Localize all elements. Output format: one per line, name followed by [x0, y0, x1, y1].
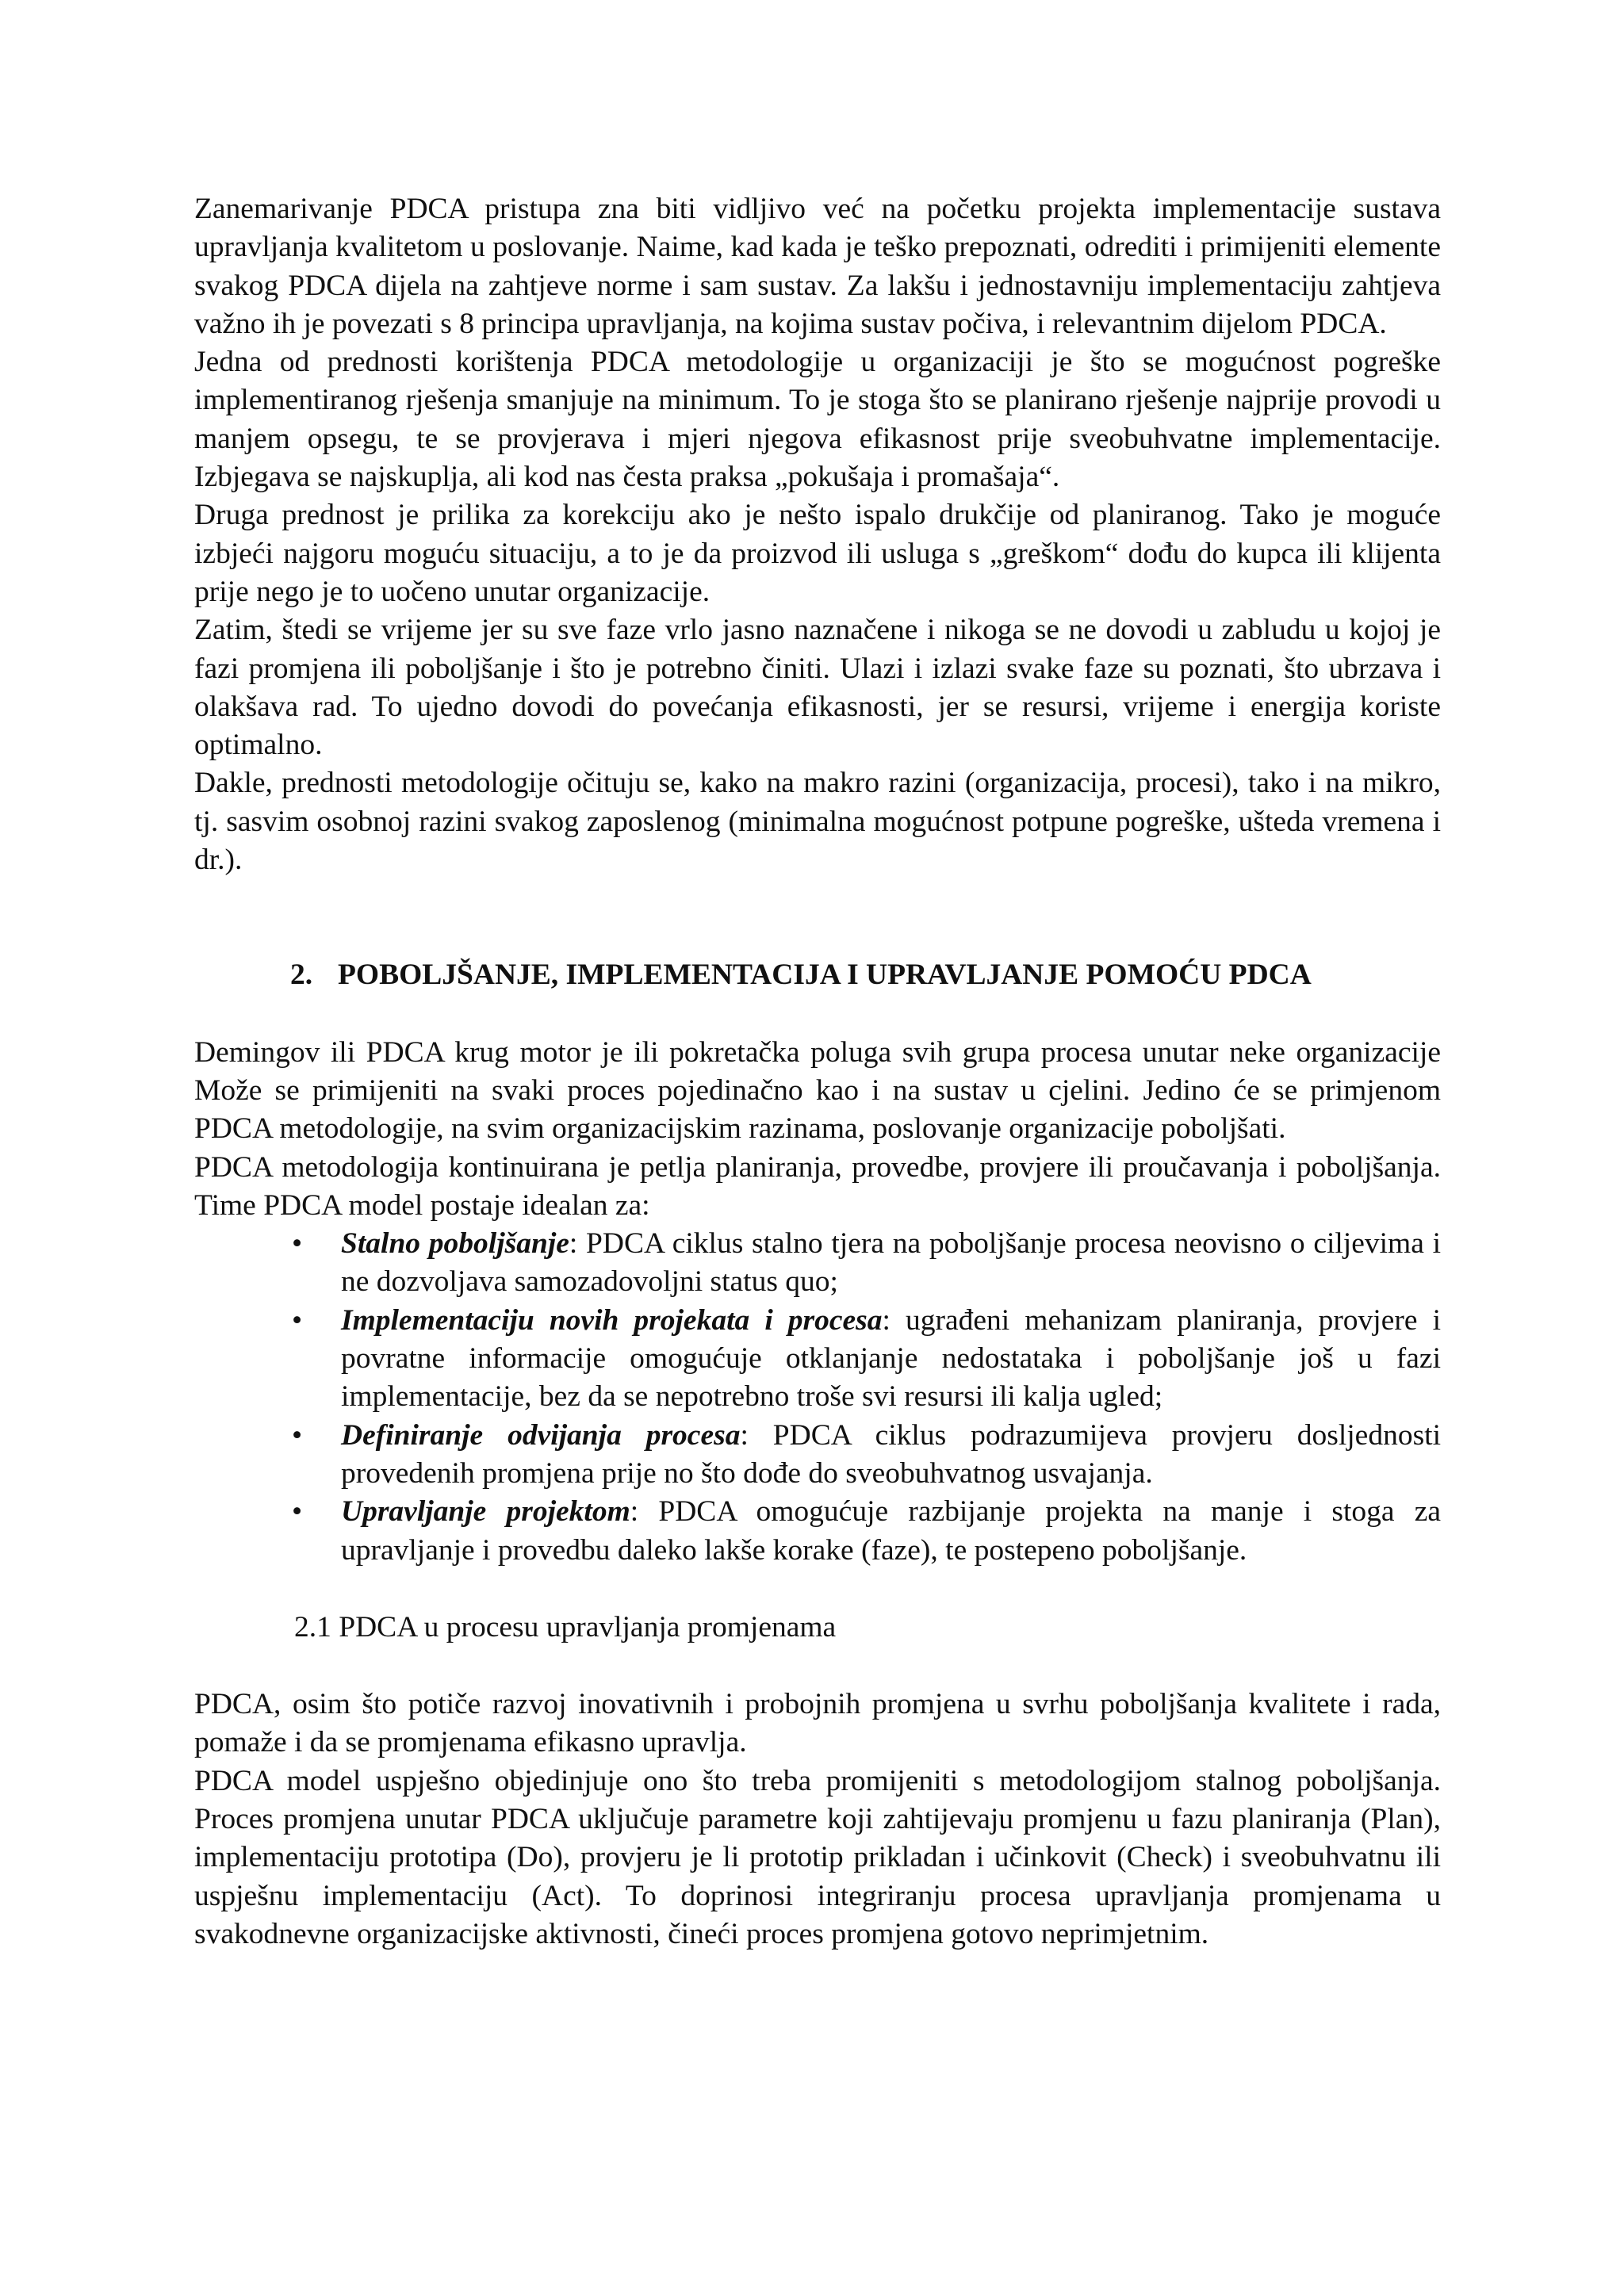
- bullet-text: : ugrađeni mehanizam planiranja, provjere i povratne informacije omogućuje otklanjanje nedostataka i poboljšanje još u fazi implementacije, bez da se nepotrebno troše svi resursi ili kalja ugled;: [341, 1303, 1441, 1414]
- list-item: [194, 1493, 1441, 1570]
- subsection-heading: 2.1 PDCA u procesu upravljanja promjenama: [294, 1610, 837, 1644]
- list-item: [194, 1225, 1441, 1302]
- section-paragraph-2: PDCA metodologija kontinuirana je petlja planiranja, provedbe, provjere ili proučavanja i poboljšanja. Time PDCA model postaje idealan za:: [194, 1150, 1441, 1222]
- spacer: [194, 1570, 1441, 1609]
- subsection-paragraph-1: PDCA, osim što potiče razvoj inovativnih i probojnih promjena u svrhu poboljšanja kvalitete i rada, pomaže i da se promjenama efikasno upravlja.: [194, 1688, 1441, 1759]
- bullet-list: [194, 1225, 1441, 1570]
- bullet-term: Implementaciju novih projekata i procesa: [341, 1303, 883, 1337]
- bullet-term: Definiranje odvijanja procesa: [341, 1418, 741, 1452]
- bullet-text: : PDCA omogućuje razbijanje projekta na manje i stoga za upravljanje i provedbu daleko lakše korake (faze), te postepeno poboljšanje.: [341, 1495, 1441, 1567]
- spacer: [194, 1647, 1441, 1686]
- spacer: [194, 879, 1441, 956]
- subsection-paragraph-2: PDCA model uspješno objedinjuje ono što treba promijeniti s metodologijom stalnog poboljšanja. Proces promjena unutar PDCA uključuje parametre koji zahtijevaju promjenu u fazu planiranja (Plan), implementaciju prototipa (Do), provjeru je li prototip prikladan i učinkovit (Check) i sveobuhvatnu ili uspješnu implementaciju (Act). To doprinosi integriranju procesa upravljanja promjenama u svakodnevne organizacijske aktivnosti, čineći proces promjena gotovo neprimjetnim.: [194, 1764, 1441, 1950]
- section-heading: [194, 956, 1441, 994]
- spacer: [194, 995, 1441, 1034]
- bullet-symbol: •: [292, 1495, 303, 1529]
- section-number: 2.: [290, 959, 313, 992]
- intro-paragraph-5: Dakle, prednosti metodologije očituju se, kako na makro razini (organizacija, procesi), tako i na mikro, tj. sasvim osobnoj razini svakog zaposlenog (minimalna mogućnost potpune pogreške, ušteda vremena i dr.).: [194, 767, 1441, 877]
- document-page: [194, 190, 1441, 1954]
- bullet-symbol: •: [292, 1227, 303, 1261]
- intro-paragraph-1: Zanemarivanje PDCA pristupa zna biti vidljivo već na početku projekta implementacije sustava upravljanja kvalitetom u poslovanje. Naime, kad kada je teško prepoznati, odrediti i primijeniti elemente svakog PDCA dijela na zahtjeve norme i sam sustav. Za lakšu i jednostavniju implementaciju zahtjeva važno ih je povezati s 8 principa upravljanja, na kojima sustav počiva, i relevantnim dijelom PDCA.: [194, 193, 1441, 340]
- section-title: POBOLJŠANJE, IMPLEMENTACIJA I UPRAVLJANJE POMOĆU PDCA: [338, 959, 1312, 992]
- bullet-symbol: •: [292, 1303, 303, 1337]
- list-item: [194, 1417, 1441, 1494]
- bullet-text: : PDCA ciklus stalno tjera na poboljšanje procesa neovisno o ciljevima i ne dozvoljava samozadovoljni status quo;: [341, 1227, 1441, 1299]
- bullet-symbol: •: [292, 1418, 303, 1452]
- intro-paragraph-2: Jedna od prednosti korištenja PDCA metodologije u organizaciji je što se mogućnost pogreške implementiranog rješenja smanjuje na minimum. To je stoga što se planirano rješenje najprije provodi u manjem opsegu, te se provjerava i mjeri njegova efikasnost prije sveobuhvatne implementacije. Izbjegava se najskuplja, ali kod nas česta praksa „pokušaja i promašaja“.: [194, 346, 1441, 494]
- intro-paragraph-4: Zatim, štedi se vrijeme jer su sve faze vrlo jasno naznačene i nikoga se ne dovodi u zabludu u kojoj je fazi promjena ili poboljšanje i što je potrebno činiti. Ulazi i izlazi svake faze su poznati, što ubrzava i olakšava rad. To ujedno dovodi do povećanja efikasnosti, jer se resursi, vrijeme i energija koriste optimalno.: [194, 614, 1441, 762]
- bullet-term: Upravljanje projektom: [341, 1495, 630, 1529]
- bullet-term: Stalno poboljšanje: [341, 1227, 569, 1261]
- list-item: [194, 1302, 1441, 1417]
- intro-paragraph-3: Druga prednost je prilika za korekciju ako je nešto ispalo drukčije od planiranog. Tako je moguće izbjeći najgoru moguću situaciju, a to je da proizvod ili usluga s „greškom“ dođu do kupca ili klijenta prije nego je to uočeno unutar organizacije.: [194, 499, 1441, 608]
- bullet-text: : PDCA ciklus podrazumijeva provjeru dosljednosti provedenih promjena prije no što dođe do sveobuhvatnog usvajanja.: [341, 1418, 1441, 1490]
- section-paragraph-1: Demingov ili PDCA krug motor je ili pokretačka poluga svih grupa procesa unutar neke organizacije Može se primijeniti na svaki proces pojedinačno kao i na sustav u cjelini. Jedino će se primjenom PDCA metodologije, na svim organizacijskim razinama, poslovanje organizacije poboljšati.: [194, 1035, 1441, 1146]
